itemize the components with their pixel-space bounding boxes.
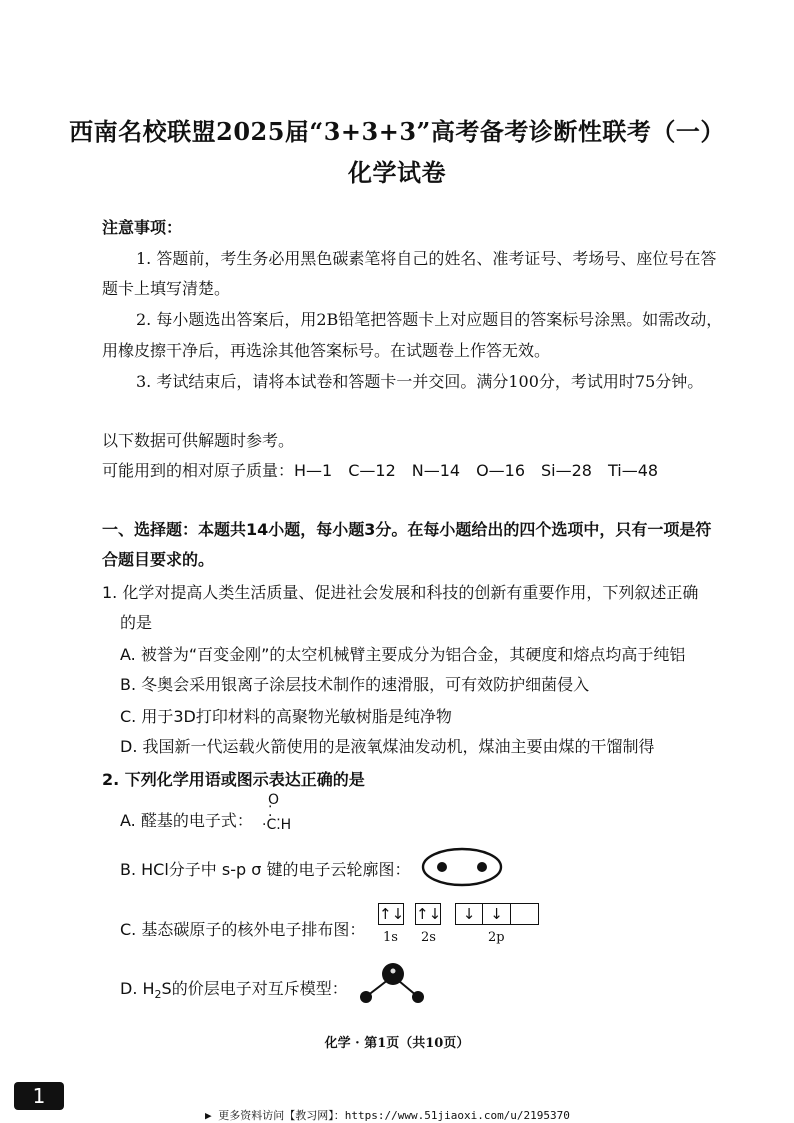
orbital-box-1s — [378, 903, 404, 925]
box-2p-2: ↓ — [483, 903, 511, 925]
notice-item-3: 3. 考试结束后，请将本试卷和答题卡一并交回。满分100分，考试用时75分钟。 — [136, 372, 704, 391]
nucleus-h — [437, 862, 447, 872]
box-2p-3 — [511, 903, 539, 925]
h2s-h: D. H — [120, 979, 155, 998]
q1-stem-a: 1. 化学对提高人类生活质量、促进社会发展和科技的创新有重要作用，下列叙述正确 — [102, 583, 699, 602]
q2-option-b-label: B. HCl分子中 s-p σ 键的电子云轮廓图： — [120, 860, 411, 879]
box-2s: ↑↓ — [416, 905, 442, 923]
notice-item-2b: 用橡皮擦干净后，再选涂其他答案标号。在试题卷上作答无效。 — [102, 341, 551, 360]
notice-item-1a: 1. 答题前，考生务必用黑色碳素笔将自己的姓名、准考证号、考场号、座位号在答 — [136, 249, 717, 268]
orbital-outline — [423, 849, 501, 885]
section1-heading-a: 一、选择题：本题共14小题，每小题3分。在每小题给出的四个选项中，只有一项是符 — [102, 520, 712, 539]
q2-option-d-label — [120, 976, 348, 1001]
label-1s: 1s — [383, 930, 398, 945]
exam-title-line2: 化学试卷 — [348, 158, 446, 187]
reference-line2: 可能用到的相对原子质量：H—1 C—12 N—14 O—16 Si—28 Ti—48 — [102, 461, 659, 480]
formula-bond-dots: ⁚ — [268, 804, 273, 820]
sulfur-atom — [382, 963, 404, 985]
q1-option-c: C. 用于3D打印材料的高聚物光敏树脂是纯净物 — [120, 707, 452, 726]
q2-option-c-label: C. 基态碳原子的核外电子排布图： — [120, 920, 366, 939]
notice-heading: 注意事项： — [102, 218, 183, 237]
page-number-info: 化学 · 第1页（共10页） — [324, 1036, 470, 1051]
notice-item-2a: 2. 每小题选出答案后，用2B铅笔把答题卡上对应题目的答案标号涂黑。如需改动， — [136, 310, 723, 329]
box-2p-1: ↓ — [455, 903, 483, 925]
formula-carbon-hydrogen: ·C⁚H — [262, 817, 292, 833]
aldehyde-electron-formula — [262, 793, 291, 832]
exam-title-line1: 西南名校联盟2025届“3+3+3”高考备考诊断性联考（一） — [69, 117, 725, 146]
hydrogen-atom-right — [412, 991, 424, 1003]
q1-option-a: A. 被誉为“百变金刚”的太空机械臂主要成分为铝合金，其硬度和熔点均高于纯铝 — [120, 645, 686, 664]
orbital-box-2s — [415, 903, 441, 925]
label-2s: 2s — [421, 930, 436, 945]
q1-option-d: D. 我国新一代运载火箭使用的是液氧煤油发动机，煤油主要由煤的干馏制得 — [120, 737, 655, 756]
reference-line1: 以下数据可供解题时参考。 — [102, 431, 295, 450]
hydrogen-atom-left — [360, 991, 372, 1003]
orbital-boxes-2p — [455, 903, 539, 925]
promo-url[interactable]: ▶ 更多资料访问【教习网】：https://www.51jiaoxi.com/u/2195370 — [205, 1109, 570, 1122]
q2-stem: 2. 下列化学用语或图示表达正确的是 — [102, 770, 365, 789]
nucleus-cl — [477, 862, 487, 872]
section1-heading-b: 合题目要求的。 — [102, 550, 215, 569]
h2s-subscript: 2 — [154, 988, 162, 1002]
s-p-sigma-orbital-figure — [420, 846, 504, 888]
h2s-vsepr-model — [355, 960, 427, 1008]
page-badge: 1 — [14, 1082, 64, 1110]
h2s-rest: S的价层电子对互斥模型： — [161, 979, 348, 998]
label-2p: 2p — [488, 930, 505, 945]
notice-item-1b: 题卡上填写清楚。 — [102, 279, 231, 298]
formula-oxygen: O — [268, 792, 280, 808]
q1-option-b: B. 冬奥会采用银离子涂层技术制作的速滑服，可有效防护细菌侵入 — [120, 675, 590, 694]
q2-option-a-label: A. 醛基的电子式： — [120, 811, 253, 830]
lone-pair-highlight — [391, 969, 396, 974]
box-1s: ↑↓ — [379, 905, 405, 923]
q1-stem-b: 的是 — [120, 613, 153, 632]
